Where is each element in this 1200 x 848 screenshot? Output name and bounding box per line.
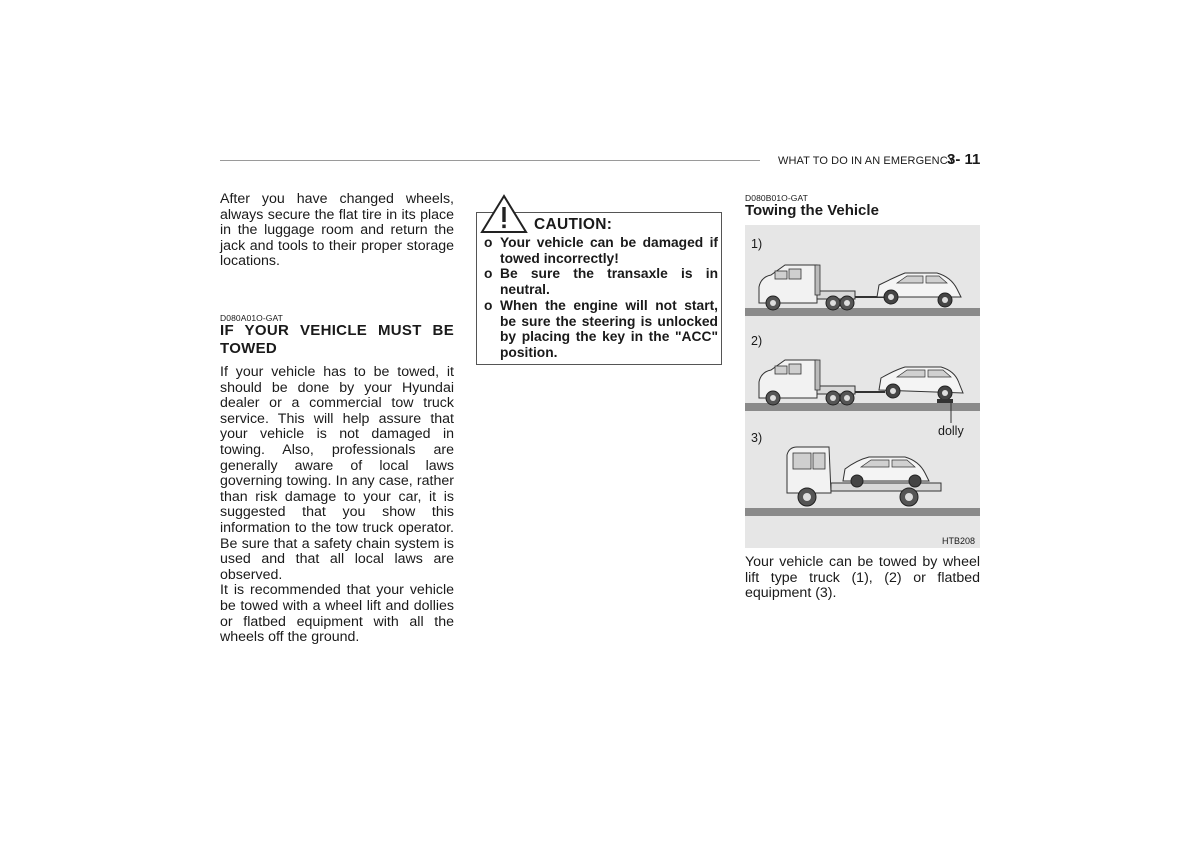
caution-bullet: o	[484, 235, 493, 250]
caption-text: Your vehicle can be towed by wheel lift type truck (1), (2) or flatbed equipment (3).	[745, 554, 980, 602]
caution-title: CAUTION:	[534, 216, 613, 233]
dolly-icon	[937, 399, 953, 403]
header-rule	[220, 160, 760, 161]
intro-text: After you have changed wheels, always secure the flat tire in its place in the luggage room and return the jack and tools to their proper storage locations.	[220, 191, 454, 270]
scene-wheel-lift-dolly	[745, 360, 980, 423]
towing-illustration	[745, 225, 980, 548]
caution-item-text: Your vehicle can be damaged if towed incorrectly!	[500, 235, 718, 266]
caution-item	[484, 266, 718, 297]
caution-item-text: Be sure the transaxle is in neutral.	[500, 266, 718, 298]
towing-paragraph-2: It is recommended that your vehicle be towed with a wheel lift and dollies or flatbed equipment with all the wheels off the ground.	[220, 582, 454, 646]
caution-item	[484, 298, 718, 361]
figure-label-2: 2)	[751, 334, 763, 348]
figure-label-1: 1)	[751, 237, 763, 251]
towing-heading: IF YOUR VEHICLE MUST BE TOWED	[220, 322, 454, 357]
dolly-label: dolly	[938, 424, 964, 438]
caution-bullet: o	[484, 297, 493, 313]
towing-body	[220, 365, 454, 646]
page-number: 3- 11	[947, 151, 981, 168]
caution-item-text: When the engine will not start, be sure the steering is unlocked by placing the key in the "ACC" position.	[500, 297, 718, 360]
figure-code: HTB208	[942, 536, 976, 546]
section-title: WHAT TO DO IN AN EMERGENCY	[778, 155, 956, 167]
section-code-left: D080A01O-GAT	[220, 313, 283, 323]
towing-paragraph-1: If your vehicle has to be towed, it should be done by your Hyundai dealer or a commercial tow truck service. This will help assure that your vehicle is not damaged in towing. Also, professionals are generally aware of local laws governing towing. In any case, rather than risk damage to your car, it is suggested that you show this information to the tow truck operator. Be sure that a safety chain system is used and that all local laws are observed.	[220, 364, 454, 583]
warning-triangle-icon	[480, 194, 528, 234]
caution-bullet: o	[484, 266, 493, 282]
scene-flatbed	[745, 447, 980, 516]
section-code-right: D080B01O-GAT	[745, 193, 808, 203]
figure-caption	[745, 555, 980, 602]
towing-diagram	[745, 225, 980, 548]
caution-item	[484, 235, 718, 266]
intro-paragraph	[220, 192, 454, 270]
caution-list	[484, 235, 718, 361]
scene-wheel-lift-rear	[745, 265, 980, 316]
figure-label-3: 3)	[751, 431, 763, 445]
towing-vehicle-heading: Towing the Vehicle	[745, 202, 879, 219]
